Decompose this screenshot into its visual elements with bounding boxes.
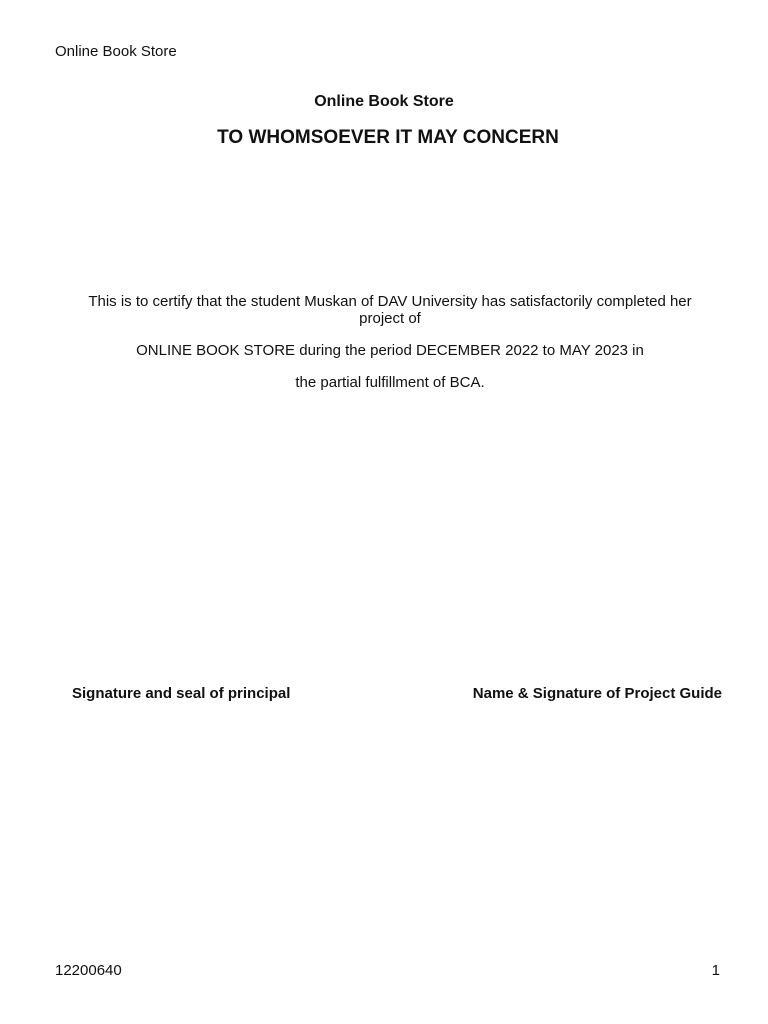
principal-signature-label: Signature and seal of principal <box>72 685 291 702</box>
certificate-paragraph-2: ONLINE BOOK STORE during the period DECEMBER 2022 to MAY 2023 in <box>136 342 644 359</box>
footer-id: 12200640 <box>55 962 122 979</box>
document-heading: TO WHOMSOEVER IT MAY CONCERN <box>217 127 559 148</box>
project-guide-signature-label: Name & Signature of Project Guide <box>472 685 722 702</box>
running-header: Online Book Store <box>55 43 177 60</box>
certificate-paragraph-3: the partial fulfillment of BCA. <box>295 374 485 391</box>
document-title: Online Book Store <box>314 93 454 110</box>
page-number: 1 <box>711 962 720 979</box>
certificate-paragraph-1: This is to certify that the student Muskan of DAV University has satisfactorily completed her project of <box>88 293 692 327</box>
